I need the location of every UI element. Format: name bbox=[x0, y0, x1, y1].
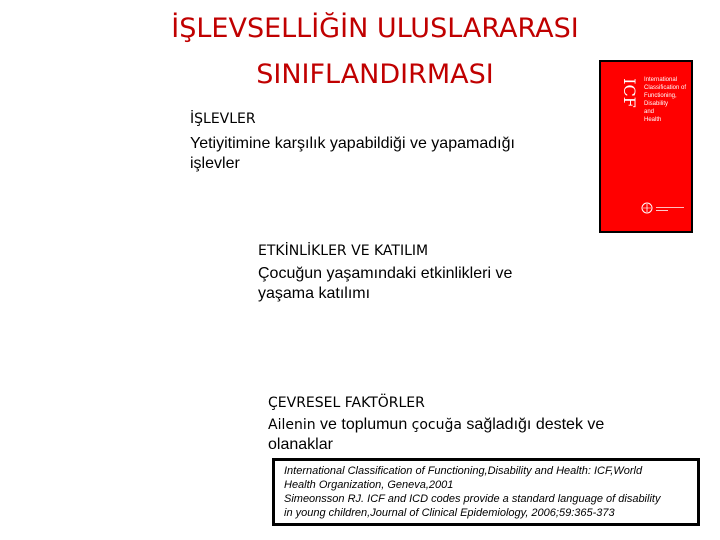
desc-part: çocuğa bbox=[411, 417, 462, 433]
page-title-line-1: İŞLEVSELLİĞİN ULUSLARARASI bbox=[171, 13, 579, 44]
book-title bbox=[644, 76, 692, 124]
desc-line: olanaklar bbox=[268, 436, 333, 453]
desc-line: Çocuğun yaşamındaki etkinlikleri ve bbox=[258, 265, 513, 282]
icf-book-cover bbox=[599, 60, 693, 233]
desc-line: Yetiyitimine karşılık yapabildiği ve yapamadığı bbox=[190, 135, 515, 152]
section-desc-activities bbox=[258, 264, 512, 304]
desc-line: işlevler bbox=[190, 155, 240, 172]
section-label-activities: ETKİNLİKLER VE KATILIM bbox=[258, 243, 429, 259]
desc-part: Ailenin bbox=[268, 417, 316, 433]
book-title-line: International bbox=[644, 77, 678, 83]
section-desc-functions bbox=[190, 134, 515, 174]
book-title-line: Classification of bbox=[644, 85, 687, 91]
section-label-environmental: ÇEVRESEL FAKTÖRLER bbox=[268, 395, 425, 411]
reference-line: Simeonsson RJ. ICF and ICD codes provide a standard language of disability bbox=[284, 493, 661, 505]
reference-line: International Classification of Functioning,Disability and Health: ICF,World bbox=[284, 465, 643, 477]
book-title-line: Functioning, bbox=[644, 93, 677, 99]
book-title-line: Health bbox=[644, 117, 662, 123]
references-box bbox=[272, 458, 700, 526]
who-emblem-icon bbox=[641, 202, 653, 214]
page-title-line-2: SINIFLANDIRMASI bbox=[256, 59, 494, 90]
desc-part: ve toplumun bbox=[315, 416, 412, 433]
desc-line bbox=[268, 415, 668, 435]
section-label-functions: İŞLEVLER bbox=[190, 111, 256, 127]
desc-line: yaşama katılımı bbox=[258, 285, 371, 302]
reference-line: Health Organization, Geneva,2001 bbox=[284, 479, 454, 491]
icf-acronym bbox=[605, 74, 643, 120]
book-title-line: Disability bbox=[644, 101, 669, 107]
icf-acronym-text: ICF bbox=[620, 78, 639, 108]
section-desc-environmental bbox=[268, 415, 668, 455]
reference-line: in young children,Journal of Clinical Epidemiology, 2006;59:365-373 bbox=[284, 507, 615, 519]
book-title-line: and bbox=[644, 109, 655, 115]
publisher-imprint bbox=[656, 206, 686, 212]
desc-part: sağladığı destek ve bbox=[461, 416, 605, 433]
